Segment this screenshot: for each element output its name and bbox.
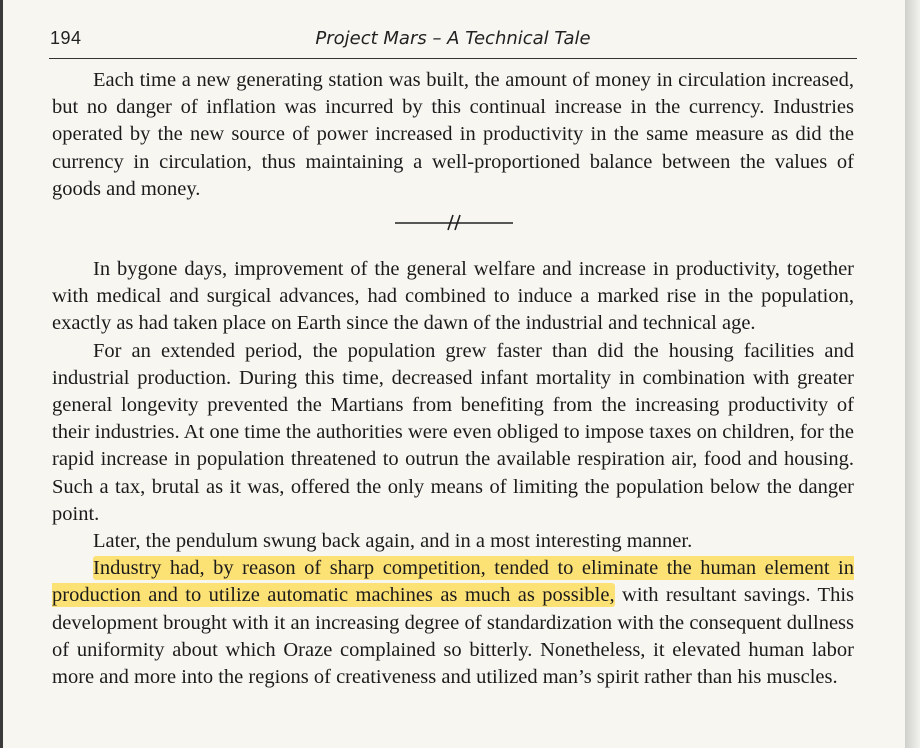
paragraph-continuation: with resultant savings. This development brought with it an increasing degree of standardization with the consequent dullness of uniformity about which Oraze complained so bitterly. Nonetheless, it elevated human labor more and more into the regions of creativeness and utilized man’s spirit rather than his muscles. bbox=[52, 584, 854, 689]
paragraph: In bygone days, improvement of the general welfare and increase in productivity, together with medical and surgical advances, had combined to induce a marked rise in the population, exactly as had taken place on Earth since the dawn of the industrial and technical age. bbox=[52, 258, 854, 335]
page-bottom-crop bbox=[3, 738, 908, 748]
section-divider-ornament bbox=[395, 212, 513, 232]
page-edge-shadow bbox=[905, 0, 920, 748]
running-title: Project Mars – A Technical Tale bbox=[315, 28, 591, 49]
paragraph-with-highlight bbox=[52, 555, 854, 691]
text-section-2 bbox=[52, 256, 854, 691]
text-section-1 bbox=[52, 67, 854, 203]
paragraph: Later, the pendulum swung back again, and in a most interesting manner. bbox=[93, 530, 693, 553]
paragraph: Each time a new generating station was built, the amount of money in circulation increased, but no danger of inflation was incurred by this continual increase in the currency. Industries operated by the new source of power increased in productivity in the same measure as did the currency in circulation, thus maintaining a well-proportioned balance between the values of goods and money. bbox=[52, 69, 854, 200]
header-rule bbox=[49, 58, 857, 59]
highlighted-passage[interactable]: Industry had, by reason of sharp competition, tended to eliminate the human element in production and to utilize automatic machines as much as possible, bbox=[52, 557, 854, 607]
page-header bbox=[50, 26, 856, 56]
page-number: 194 bbox=[50, 28, 82, 48]
paragraph: For an extended period, the population grew faster than did the housing facilities and industrial production. During this time, decreased infant mortality in combination with greater general longevity prevented the Martians from benefiting from the increasing productivity of their industries. At one time the authorities were even obliged to impose taxes on children, for the rapid increase in population threatened to outrun the available respiration air, food and housing. Such a tax, brutal as it was, offered the only means of limiting the population below the danger point. bbox=[52, 339, 854, 525]
